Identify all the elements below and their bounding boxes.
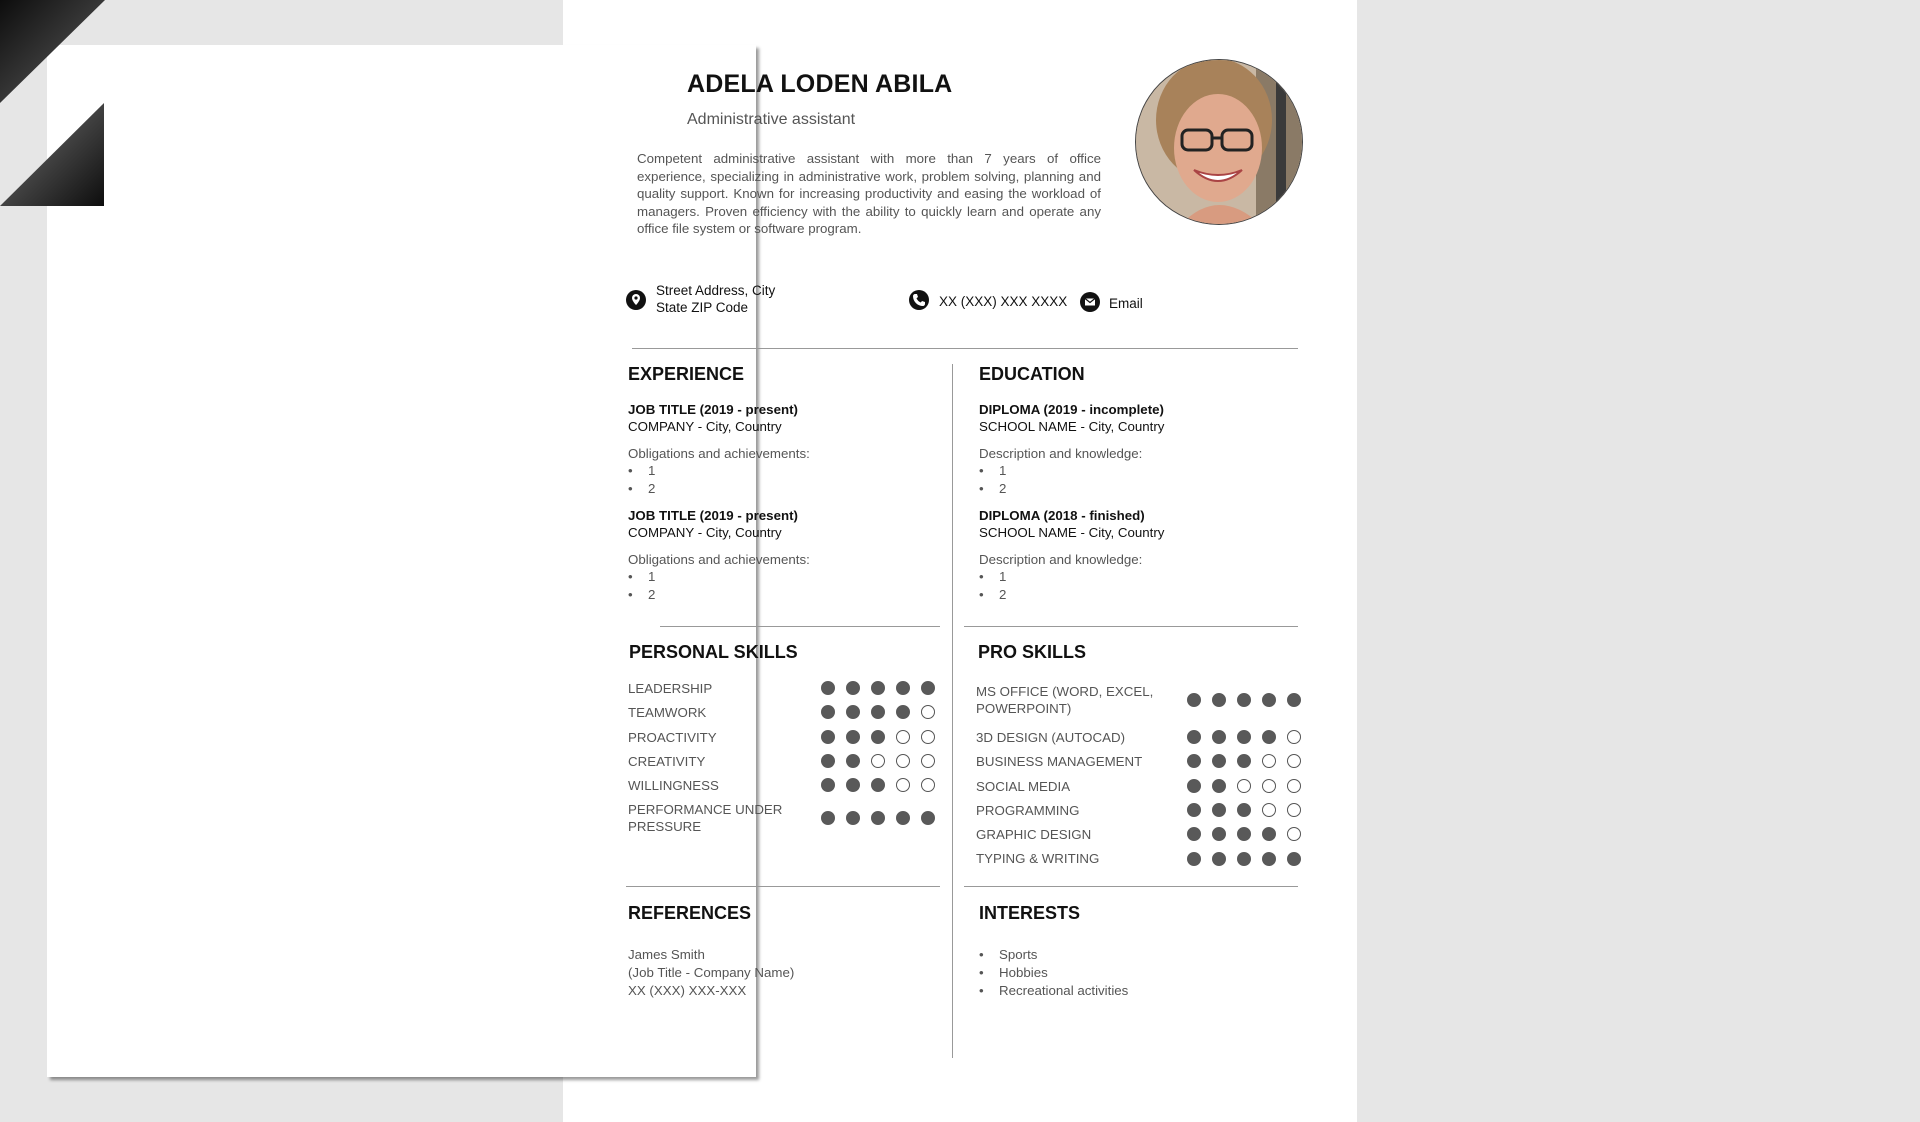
column-divider	[952, 364, 953, 1058]
skill-rating	[821, 778, 935, 792]
experience-job-title: JOB TITLE (2019 - present)	[628, 508, 798, 523]
skill-rating	[1187, 730, 1301, 744]
rating-dot-filled	[896, 681, 910, 695]
skill-name	[628, 680, 712, 697]
rating-dot-empty	[921, 730, 935, 744]
list-item: •	[979, 569, 984, 584]
skill-rating	[821, 705, 935, 719]
education-diploma: DIPLOMA (2019 - incomplete)	[979, 402, 1164, 417]
rating-dot-filled	[1287, 852, 1301, 866]
list-item: •	[628, 587, 633, 602]
rating-dot-filled	[1212, 693, 1226, 707]
rating-dot-empty	[1262, 803, 1276, 817]
skill-name	[976, 729, 1125, 746]
rating-dot-filled	[1287, 693, 1301, 707]
candidate-name: ADELA LODEN ABILA	[687, 70, 953, 98]
skill-name	[628, 777, 719, 794]
skill-rating	[1187, 803, 1301, 817]
rating-dot-filled	[821, 681, 835, 695]
skill-name-line: PRESSURE	[628, 819, 702, 834]
skill-name	[976, 826, 1091, 843]
list-item: 1	[999, 569, 1007, 584]
reference-job: (Job Title - Company Name)	[628, 965, 795, 980]
rating-dot-filled	[821, 754, 835, 768]
rating-dot-filled	[821, 811, 835, 825]
education-school: SCHOOL NAME - City, Country	[979, 525, 1165, 540]
interest-item: Sports	[999, 947, 1038, 962]
rating-dot-filled	[1187, 779, 1201, 793]
rating-dot-filled	[1212, 754, 1226, 768]
list-item: •	[979, 481, 984, 496]
contact-email: Email	[1109, 296, 1143, 311]
skill-rating	[1187, 827, 1301, 841]
reference-name: James Smith	[628, 947, 705, 962]
list-item: •	[979, 983, 984, 998]
list-item: 1	[648, 569, 656, 584]
rating-dot-empty	[921, 754, 935, 768]
rating-dot-filled	[871, 681, 885, 695]
skill-name	[976, 778, 1070, 795]
reference-phone: XX (XXX) XXX-XXX	[628, 983, 747, 998]
skill-name-line: MS OFFICE (WORD, EXCEL,	[976, 684, 1154, 699]
rating-dot-empty	[1287, 730, 1301, 744]
rating-dot-filled	[846, 778, 860, 792]
divider	[964, 626, 1298, 627]
skill-name-line: CREATIVITY	[628, 754, 706, 769]
skill-name-line: POWERPOINT)	[976, 701, 1072, 716]
divider	[626, 886, 940, 887]
references-heading: REFERENCES	[628, 903, 752, 923]
personal-skills-heading: PERSONAL SKILLS	[629, 642, 798, 662]
experience-company: COMPANY - City, Country	[628, 419, 782, 434]
contact-address-line1: Street Address, City	[656, 283, 776, 298]
rating-dot-empty	[871, 754, 885, 768]
experience-label: Obligations and achievements:	[628, 446, 810, 461]
rating-dot-filled	[1237, 827, 1251, 841]
rating-dot-filled	[871, 811, 885, 825]
skill-rating	[821, 730, 935, 744]
skill-rating	[821, 681, 935, 695]
rating-dot-filled	[846, 730, 860, 744]
list-item: •	[979, 587, 984, 602]
education-diploma: DIPLOMA (2018 - finished)	[979, 508, 1145, 523]
experience-company: COMPANY - City, Country	[628, 525, 782, 540]
rating-dot-empty	[1262, 779, 1276, 793]
skill-rating	[1187, 754, 1301, 768]
rating-dot-empty	[1287, 803, 1301, 817]
rating-dot-empty	[1287, 827, 1301, 841]
profile-summary: Competent administrative assistant with more than 7 years of office experience, specializing in administrative work, problem solving, planning and quality support. Known for increasing productivity and easing the workload of managers. Proven efficiency with the ability to quickly learn and operate any office file system or software program.	[637, 151, 1101, 237]
rating-dot-filled	[896, 705, 910, 719]
skill-name-line: PERFORMANCE UNDER	[628, 802, 783, 817]
rating-dot-filled	[1237, 693, 1251, 707]
rating-dot-empty	[921, 705, 935, 719]
rating-dot-empty	[1262, 754, 1276, 768]
education-label: Description and knowledge:	[979, 446, 1143, 461]
skill-name	[628, 753, 705, 770]
education-label: Description and knowledge:	[979, 552, 1143, 567]
rating-dot-filled	[921, 681, 935, 695]
rating-dot-filled	[1237, 852, 1251, 866]
rating-dot-filled	[821, 730, 835, 744]
skill-rating	[1187, 779, 1301, 793]
list-item: •	[979, 965, 984, 980]
experience-label: Obligations and achievements:	[628, 552, 810, 567]
skill-name	[976, 683, 1153, 717]
skill-name-line: SOCIAL MEDIA	[976, 779, 1071, 794]
phone-icon	[909, 290, 929, 310]
skill-name-line: GRAPHIC DESIGN	[976, 827, 1092, 842]
education-school: SCHOOL NAME - City, Country	[979, 419, 1165, 434]
rating-dot-filled	[871, 705, 885, 719]
rating-dot-filled	[1262, 827, 1276, 841]
rating-dot-filled	[1237, 754, 1251, 768]
rating-dot-empty	[896, 730, 910, 744]
rating-dot-filled	[1237, 803, 1251, 817]
divider	[632, 348, 1298, 349]
experience-heading: EXPERIENCE	[628, 364, 745, 384]
rating-dot-filled	[1187, 730, 1201, 744]
rating-dot-filled	[1212, 730, 1226, 744]
interest-item: Hobbies	[999, 965, 1048, 980]
rating-dot-filled	[1212, 852, 1226, 866]
list-item: •	[628, 569, 633, 584]
rating-dot-empty	[1237, 779, 1251, 793]
rating-dot-filled	[1187, 827, 1201, 841]
rating-dot-filled	[1262, 730, 1276, 744]
skill-name	[976, 850, 1099, 867]
list-item: •	[628, 481, 633, 496]
rating-dot-filled	[921, 811, 935, 825]
rating-dot-filled	[871, 730, 885, 744]
interests-heading: INTERESTS	[979, 903, 1081, 923]
skill-name	[976, 753, 1142, 770]
skill-name-line: BUSINESS MANAGEMENT	[976, 754, 1143, 769]
list-item: 2	[999, 587, 1007, 602]
rating-dot-filled	[1187, 803, 1201, 817]
experience-job-title: JOB TITLE (2019 - present)	[628, 402, 798, 417]
list-item: 1	[999, 463, 1007, 478]
rating-dot-filled	[1187, 852, 1201, 866]
rating-dot-filled	[846, 681, 860, 695]
skill-name-line: TYPING & WRITING	[976, 851, 1100, 866]
rating-dot-filled	[1187, 754, 1201, 768]
skill-rating	[1187, 693, 1301, 707]
skill-name-line: 3D DESIGN (AUTOCAD)	[976, 730, 1125, 745]
contact-address-line2: State ZIP Code	[656, 300, 749, 315]
rating-dot-filled	[1212, 779, 1226, 793]
skill-name	[628, 704, 706, 721]
rating-dot-filled	[896, 811, 910, 825]
rating-dot-filled	[1237, 730, 1251, 744]
rating-dot-filled	[1262, 852, 1276, 866]
rating-dot-filled	[846, 754, 860, 768]
list-item: 2	[648, 481, 656, 496]
envelope-icon	[1080, 292, 1100, 312]
rating-dot-filled	[821, 778, 835, 792]
rating-dot-empty	[921, 778, 935, 792]
skill-name	[628, 801, 782, 835]
contact-phone: XX (XXX) XXX XXXX	[939, 294, 1068, 309]
list-item: •	[979, 463, 984, 478]
skill-rating	[821, 754, 935, 768]
candidate-job-title: Administrative assistant	[687, 111, 856, 128]
interest-item: Recreational activities	[999, 983, 1129, 998]
rating-dot-filled	[1187, 693, 1201, 707]
rating-dot-filled	[821, 705, 835, 719]
divider	[660, 626, 940, 627]
list-item: •	[979, 947, 984, 962]
rating-dot-filled	[846, 811, 860, 825]
skill-name-line: TEAMWORK	[628, 705, 707, 720]
skill-name	[976, 802, 1079, 819]
rating-dot-empty	[896, 754, 910, 768]
map-pin-icon	[626, 290, 646, 310]
skill-rating	[821, 811, 935, 825]
divider	[964, 886, 1298, 887]
education-heading: EDUCATION	[979, 364, 1085, 384]
rating-dot-filled	[1212, 803, 1226, 817]
profile-photo	[1135, 59, 1303, 225]
rating-dot-empty	[896, 778, 910, 792]
rating-dot-filled	[1212, 827, 1226, 841]
list-item: 1	[648, 463, 656, 478]
list-item: 2	[999, 481, 1007, 496]
rating-dot-filled	[846, 705, 860, 719]
skill-name-line: LEADERSHIP	[628, 681, 713, 696]
pro-skills-heading: PRO SKILLS	[978, 642, 1087, 662]
skill-name-line: PROACTIVITY	[628, 730, 717, 745]
rating-dot-empty	[1287, 779, 1301, 793]
skill-rating	[1187, 852, 1301, 866]
skill-name-line: WILLINGNESS	[628, 778, 719, 793]
skill-name	[628, 729, 717, 746]
rating-dot-filled	[871, 778, 885, 792]
list-item: •	[628, 463, 633, 478]
skill-name-line: PROGRAMMING	[976, 803, 1080, 818]
list-item: 2	[648, 587, 656, 602]
rating-dot-filled	[1262, 693, 1276, 707]
rating-dot-empty	[1287, 754, 1301, 768]
